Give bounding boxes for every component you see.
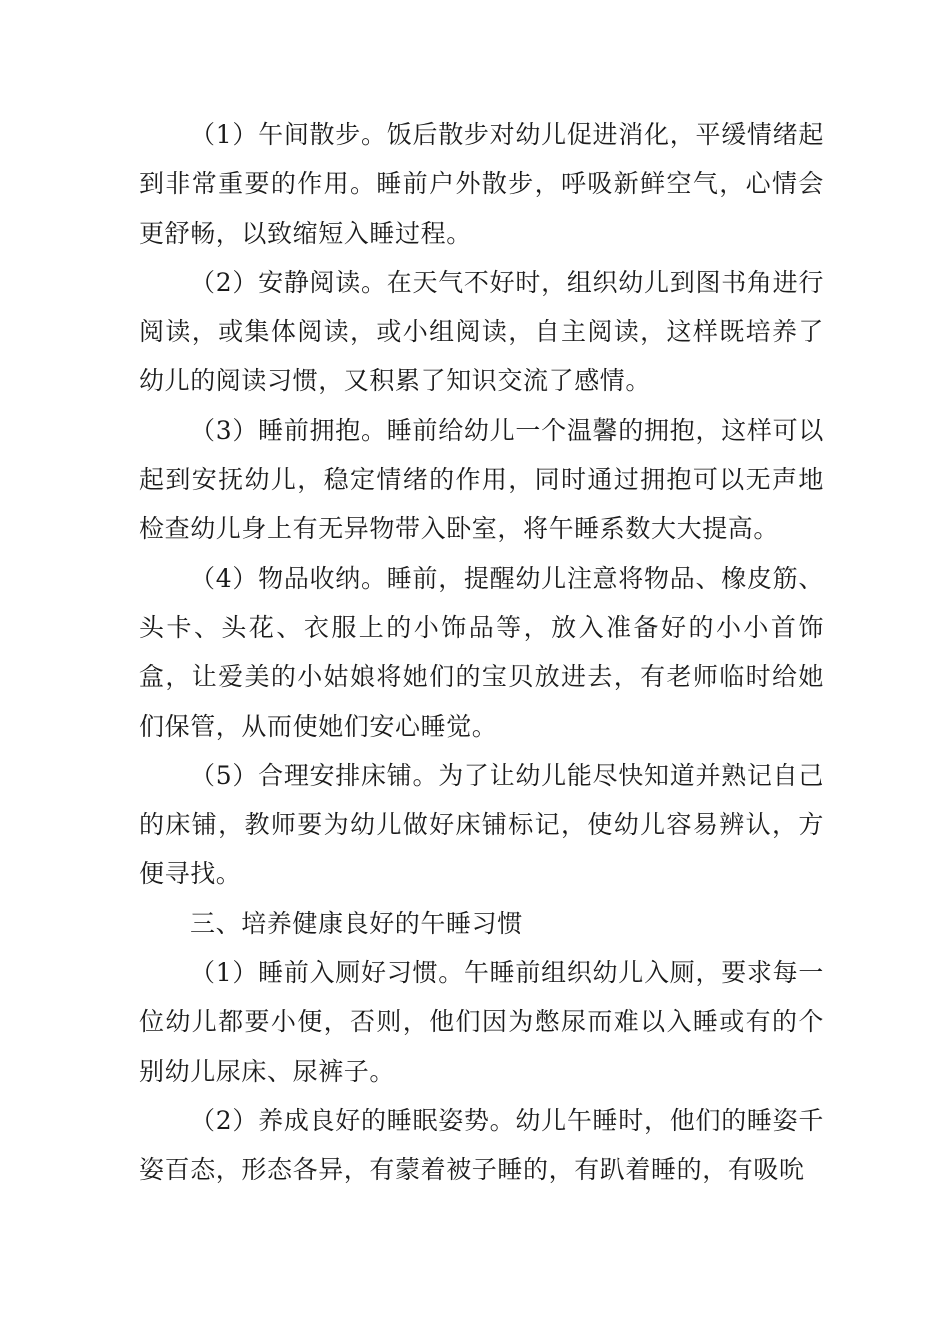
paragraph-toilet-habit: （1）睡前入厕好习惯。午睡前组织幼儿入厕，要求每一位幼儿都要小便，否则，他们因为憋尿而难以入睡或有的个别幼儿尿床、尿裤子。 [139, 958, 824, 1086]
paragraph-sleep-posture: （2）养成良好的睡眠姿势。幼儿午睡时，他们的睡姿千姿百态，形态各异，有蒙着被子睡的，有趴着睡的，有吸吮 [139, 1105, 824, 1185]
paragraph-bedtime-hug: （3）睡前拥抱。睡前给幼儿一个温馨的拥抱，这样可以起到安抚幼儿，稳定情绪的作用，同时通过拥抱可以无声地检查幼儿身上有无异物带入卧室，将午睡系数大大提高。 [139, 415, 824, 544]
paragraph-quiet-reading: （2）安静阅读。在天气不好时，组织幼儿到图书角进行阅读，或集体阅读，或小组阅读，自主阅读，这样既培养了幼儿的阅读习惯，又积累了知识交流了感情。 [139, 267, 824, 396]
paragraph-afternoon-walk: （1）午间散步。饭后散步对幼儿促进消化，平缓情绪起到非常重要的作用。睡前户外散步，呼吸新鲜空气，心情会更舒畅，以致缩短入睡过程。 [139, 120, 824, 248]
document-body [139, 110, 824, 1195]
paragraph-bed-arrangement: （5）合理安排床铺。为了让幼儿能尽快知道并熟记自己的床铺，教师要为幼儿做好床铺标记，使幼儿容易辨认，方便寻找。 [139, 760, 824, 889]
section-heading: 三、培养健康良好的午睡习惯 [190, 908, 523, 938]
paragraph-item-storage: （4）物品收纳。睡前，提醒幼儿注意将物品、橡皮筋、头卡、头花、衣服上的小饰品等，放入准备好的小小首饰盒，让爱美的小姑娘将她们的宝贝放进去，有老师临时给她们保管，从而使她们安心睡觉。 [139, 563, 824, 741]
